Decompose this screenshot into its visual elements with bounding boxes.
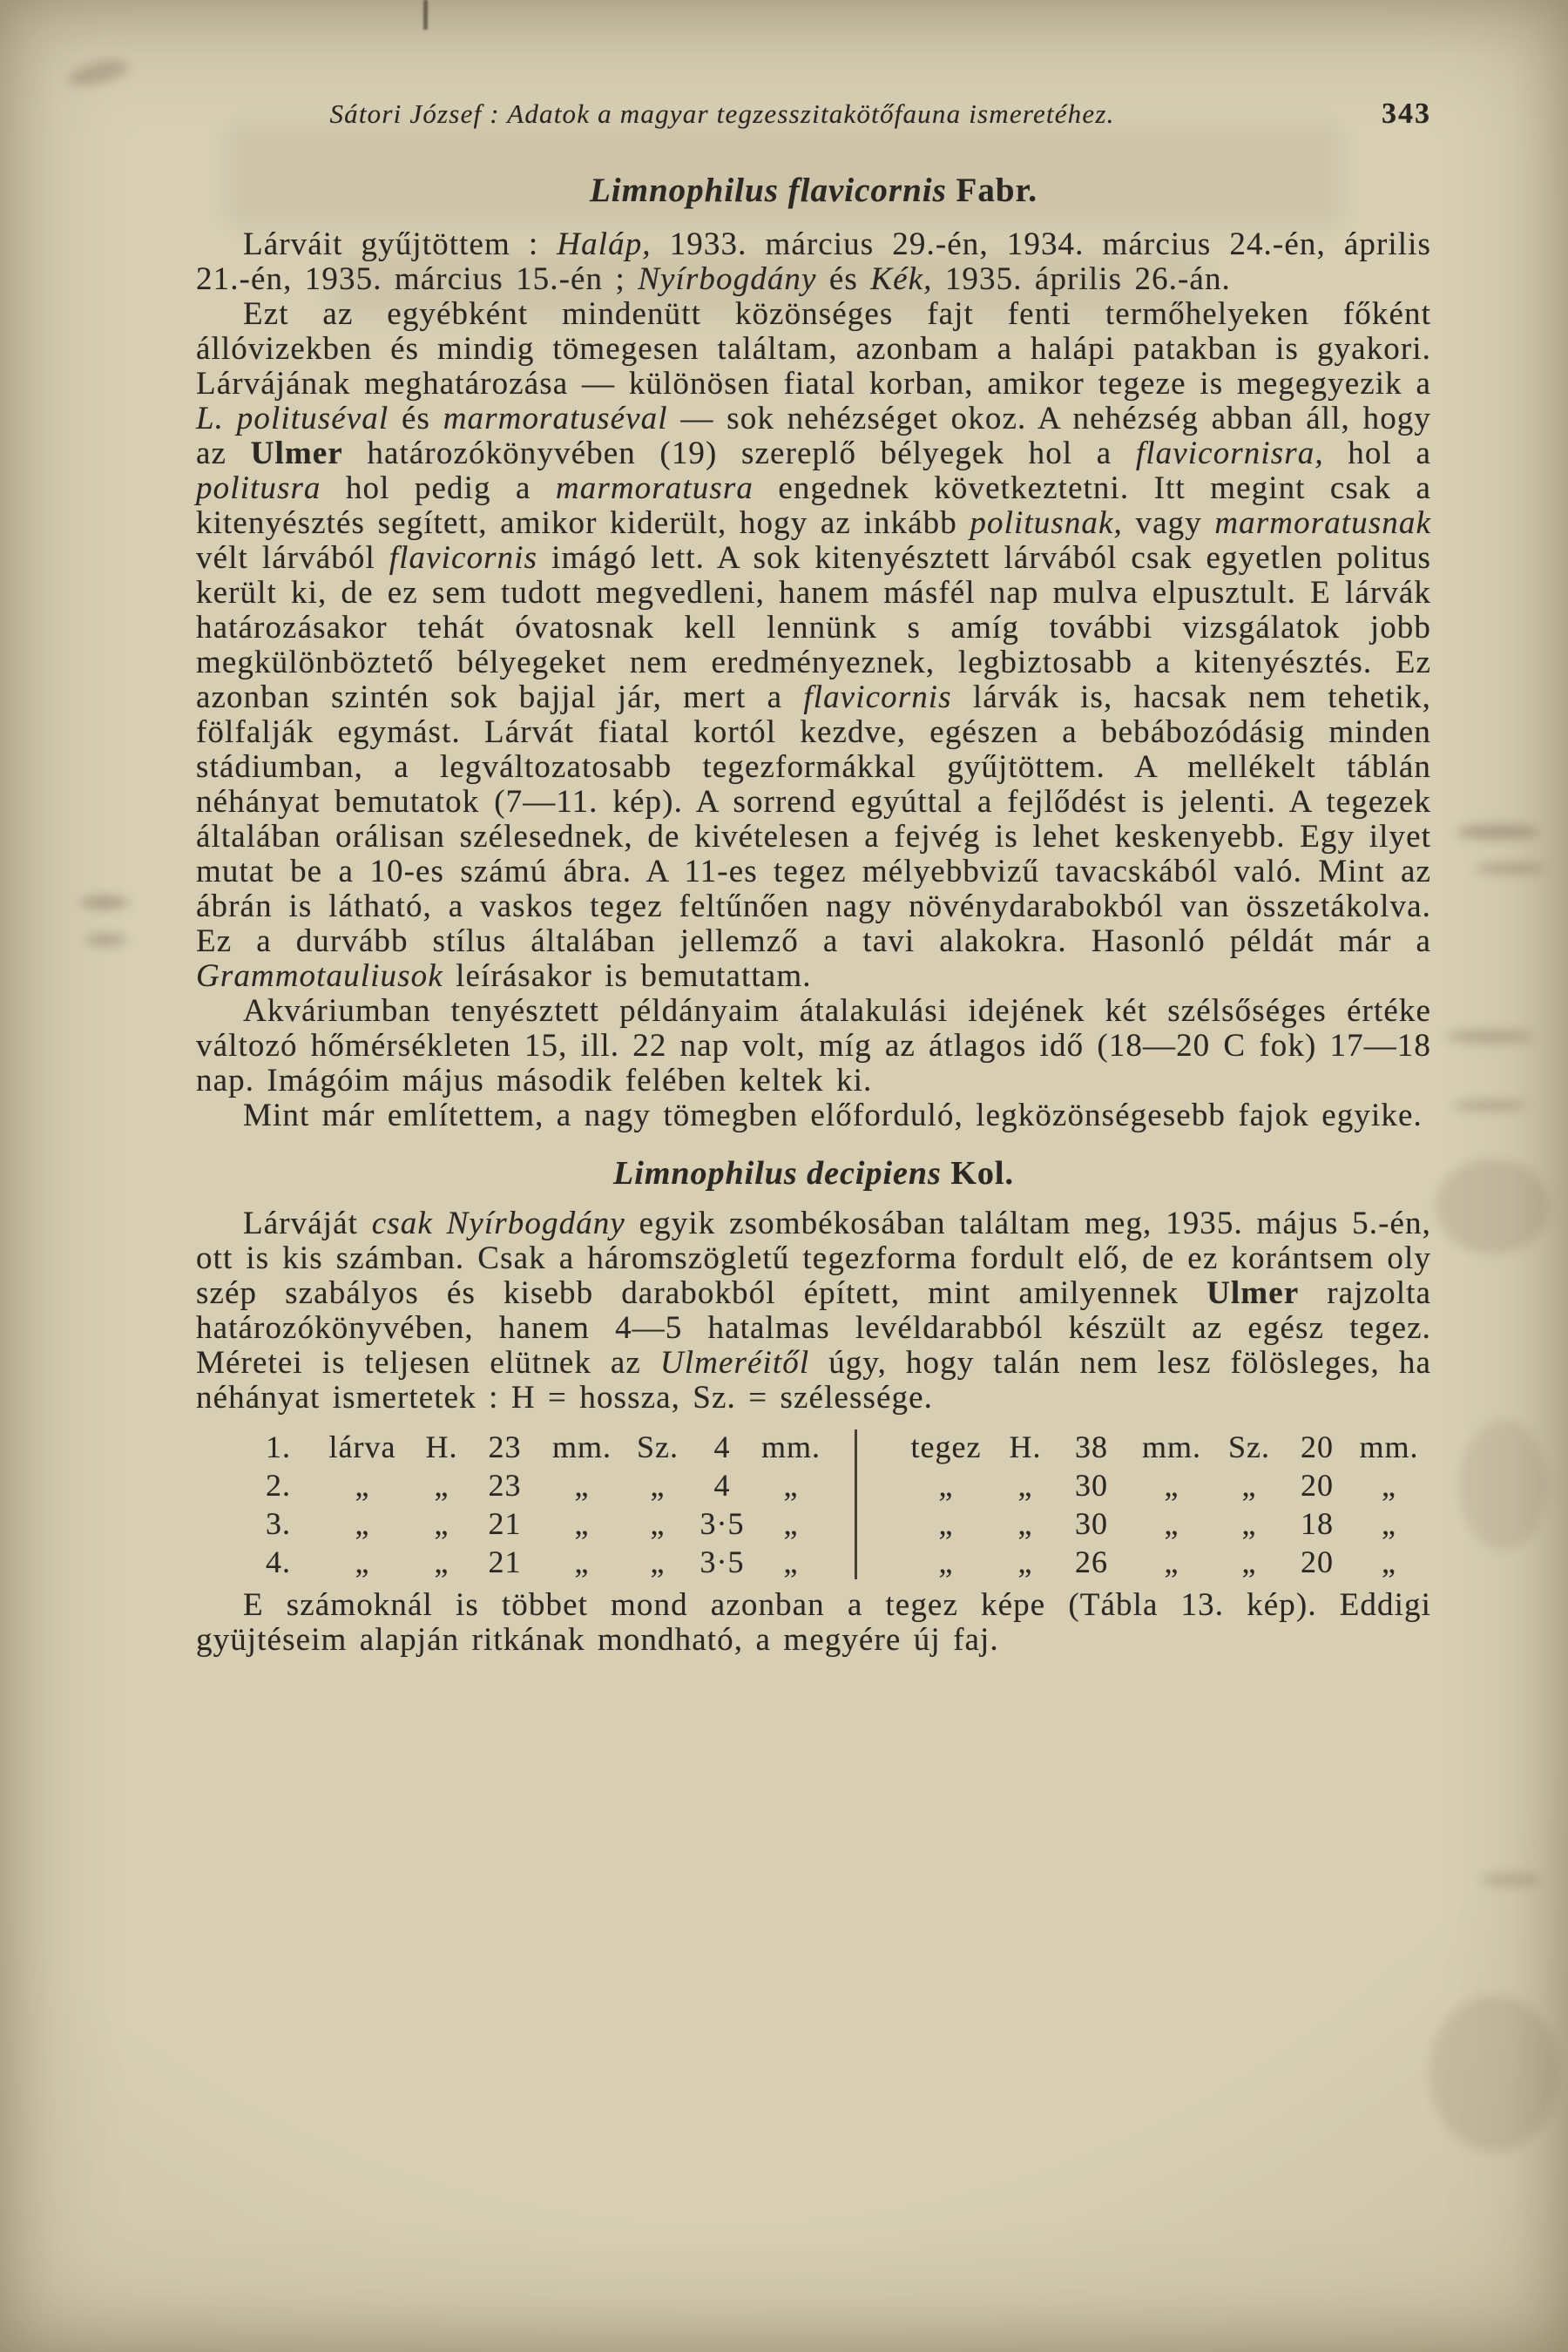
measure-cell: H. <box>425 1429 458 1464</box>
text-segment: hol a <box>1323 436 1431 471</box>
species-heading-flavicornis <box>196 171 1431 210</box>
measure-cell: „ <box>1382 1544 1396 1579</box>
text-segment: Mint már említettem, a nagy tömegben előforduló, legközönségesebb fajok egyike. <box>243 1098 1423 1133</box>
scan-smudge <box>85 934 127 946</box>
measure-row <box>897 1543 1426 1581</box>
text-segment: és <box>816 261 871 297</box>
measure-cell: „ <box>1164 1544 1179 1579</box>
measure-cell: „ <box>1164 1506 1179 1541</box>
paragraph-decipiens-description <box>196 1206 1431 1416</box>
measure-cell: „ <box>1017 1506 1033 1541</box>
text-segment: egyik zsombékosában találtam meg, 1935. május 5.-én, ott is kis számban. Csak a háromszögletű tegezforma fordult elő, de ez korántsem oly szép szabályos és kisebb darabokból épített, mint amilyennek <box>196 1206 1432 1311</box>
measure-cell: „ <box>1382 1468 1396 1503</box>
text-segment: vagy <box>1122 505 1215 541</box>
measure-row <box>266 1466 827 1504</box>
measure-cell: 30 <box>1075 1506 1108 1541</box>
measure-cell: 38 <box>1075 1429 1108 1464</box>
larva-measurements-body <box>266 1428 827 1581</box>
measure-cell: 23 <box>488 1429 522 1464</box>
scan-smudge <box>1436 1159 1549 1254</box>
measure-cell: „ <box>434 1468 449 1503</box>
measure-cell: 3. <box>266 1506 291 1541</box>
case-measurements-body <box>897 1428 1426 1581</box>
running-header <box>196 98 1431 131</box>
text-segment: engednek következtetni. Itt megint csak a kitenyésztés segített, amikor kiderült, hogy az inkább <box>196 470 1431 541</box>
case-measurements-table <box>897 1428 1426 1581</box>
measure-cell: H. <box>1009 1429 1042 1464</box>
text-segment: imágó lett. A sok kitenyésztett lárvából csak egyetlen politus került ki, de ez sem tudott megvedleni, hanem másfél nap mulva elpusztult. E lárvák határozásakor tehát óvatosnak kell lennünk s amíg további vizsgálatok jobb megkülönböztető bélyegeket nem eredményeznek, legbiztosabb a kitenyésztés. Ez azonban szintén sok bajjal jár, mert a <box>196 540 1431 715</box>
measure-cell: 20 <box>1301 1468 1334 1503</box>
scan-smudge <box>80 896 129 909</box>
measure-cell: mm. <box>551 1429 612 1464</box>
text-segment: Lárváját <box>243 1206 372 1241</box>
text-segment: 1933. március 29.-én, 1934. március 24.-én, április 21.-én, 1935. március 15.-én ; <box>196 226 1432 297</box>
measure-cell: lárva <box>328 1429 396 1464</box>
text-segment: Kék, <box>870 261 933 297</box>
scan-smudge <box>1481 1873 1542 1887</box>
measure-cell: 26 <box>1075 1544 1108 1579</box>
measure-cell: „ <box>650 1544 666 1579</box>
measure-cell: „ <box>650 1468 666 1503</box>
measure-cell: „ <box>1241 1468 1257 1503</box>
text-segment: rajzolta határozókönyvében, hanem 4—5 hatalmas levéldarabból készült az egész tegez. Méretei is teljesen elütnek az <box>196 1275 1431 1381</box>
measure-cell: 4 <box>713 1429 731 1464</box>
text-segment: csak Nyírbogdány <box>371 1206 625 1241</box>
measure-cell: 21 <box>488 1506 522 1541</box>
text-segment: és <box>389 401 443 436</box>
measure-cell: 30 <box>1075 1468 1108 1503</box>
text-segment: vélt lárvából <box>196 540 389 576</box>
text-segment: Ulmer <box>250 436 343 471</box>
measure-cell: „ <box>783 1544 799 1579</box>
species-heading-decipiens <box>196 1154 1431 1193</box>
text-segment: Nyírbogdány <box>638 261 817 297</box>
measure-cell: 23 <box>488 1468 522 1503</box>
text-segment: úgy, hogy talán nem lesz fölösleges, ha néhányat ismertetek : H = hossza, Sz. = szélessége. <box>196 1345 1431 1416</box>
text-segment: flavicornis <box>389 540 538 576</box>
measure-cell: 20 <box>1301 1544 1334 1579</box>
text-segment: 1935. április 26.-án. <box>932 261 1231 297</box>
measure-row <box>897 1504 1426 1543</box>
text-segment: marmoratusnak <box>1214 505 1431 541</box>
measure-cell: „ <box>1241 1544 1257 1579</box>
measure-cell: „ <box>783 1506 799 1541</box>
scan-smudge <box>1453 1099 1527 1112</box>
page-number: 343 <box>1382 98 1431 130</box>
text-segment: Akváriumban tenyésztett példányaim átalakulási idejének két szélsőséges értéke változó hőmérsékleten 15, ill. 22 nap volt, míg az átlagos idő (18—20 C fok) 17—18 nap. Imágóim május második felében keltek ki. <box>196 993 1431 1098</box>
text-segment: E számoknál is többet mond azonban a tegez képe (Tábla 13. kép). Eddigi gyüjtéseim alapján ritkának mondható, a megyére új faj. <box>196 1587 1431 1658</box>
paragraph-conclusion <box>196 1588 1431 1658</box>
scan-smudge <box>1456 824 1539 840</box>
measure-cell: „ <box>574 1468 590 1503</box>
measure-cell: 20 <box>1301 1429 1334 1464</box>
text-segment: flavicornis <box>803 679 952 715</box>
measure-cell: „ <box>938 1544 954 1579</box>
measurements-table <box>266 1428 1431 1581</box>
measure-cell: „ <box>355 1468 370 1503</box>
page-content <box>196 98 1431 1658</box>
text-segment: politusnak, <box>970 505 1123 541</box>
measure-cell: mm. <box>1141 1429 1201 1464</box>
table-divider <box>855 1429 857 1579</box>
measure-row <box>266 1504 827 1543</box>
text-segment: Haláp, <box>557 226 652 262</box>
scan-smudge <box>1446 1030 1533 1044</box>
measure-row <box>897 1428 1426 1466</box>
measure-cell: „ <box>1241 1506 1257 1541</box>
text-segment: Ezt az egyébként mindenütt közönséges fajt fenti termőhelyeken főként állóvizekben és mindig tömegesen találtam, azonbam a halápi patakban is gyakori. Lárvájának meghatározása — különösen fiatal korban, amikor tegeze is megegyezik a <box>196 296 1431 402</box>
measure-cell: „ <box>355 1506 370 1541</box>
measure-cell: Sz. <box>1228 1429 1270 1464</box>
text-segment: politusra <box>196 470 321 506</box>
text-segment: leírásakor is bemutattam. <box>443 958 812 994</box>
scan-smudge <box>1476 862 1545 875</box>
measure-cell: „ <box>434 1544 449 1579</box>
measure-cell: 18 <box>1301 1506 1334 1541</box>
measure-cell: tegez <box>910 1429 982 1464</box>
measure-cell: „ <box>1017 1468 1033 1503</box>
text-segment: L. polituséval <box>196 401 389 436</box>
measure-cell: „ <box>574 1506 590 1541</box>
text-segment: — sok nehézséget okoz. A nehézség abban áll, hogy az <box>196 401 1431 471</box>
text-segment: Ulmer <box>1206 1275 1300 1311</box>
measure-row <box>266 1543 827 1581</box>
measure-row <box>266 1428 827 1466</box>
scan-smudge <box>66 56 131 91</box>
text-segment: flavicornisra, <box>1135 436 1324 471</box>
text-segment: hol pedig a <box>321 470 556 506</box>
measure-cell: „ <box>574 1544 590 1579</box>
measure-cell: „ <box>1164 1468 1179 1503</box>
paragraph-abundance-note <box>196 1098 1431 1133</box>
measure-cell: 1. <box>266 1429 291 1464</box>
running-title: Sátori József : Adatok a magyar tegzesszitakötőfauna ismeretéhez. <box>329 98 1115 129</box>
text-segment: Kol. <box>941 1155 1014 1192</box>
measure-cell: 3·5 <box>700 1506 745 1541</box>
paragraph-collection-records <box>196 227 1431 297</box>
measure-cell: 2. <box>266 1468 291 1503</box>
paragraph-identification-discussion <box>196 297 1431 994</box>
text-segment: Lárváit gyűjtöttem : <box>243 226 558 262</box>
paragraph-rearing-times <box>196 994 1431 1098</box>
scan-smudge <box>1460 1420 1547 1551</box>
measure-cell: „ <box>1382 1506 1396 1541</box>
measure-cell: „ <box>938 1506 954 1541</box>
text-segment: Grammotauliusok <box>196 958 443 994</box>
text-segment: lárvák is, hacsak nem tehetik, fölfalják egymást. Lárvát fiatal kortól kezdve, egészen a bebábozódásig minden stádiumban, a legváltozatosabb tegezformákkal gyűjtöttem. A mellékelt táblán néhányat bemutatok (7—11. kép). A sorrend egyúttal a fejlődést is jelenti. A tegezek általában orálisan szélesednek, de kivételesen a fejvég is lehet keskenyebb. Egy ilyet mutat be a 10-es számú ábra. A 11-es tegez mélyebbvizű tavacskából való. Mint az ábrán is látható, a vaskos tegez feltűnően nagy növénydarabokból van összetákolva. Ez a durvább stílus általában jellemző a tavi alakokra. Hasonló példát már a <box>196 679 1431 959</box>
measure-row <box>897 1466 1426 1504</box>
measure-cell: 4 <box>713 1468 731 1503</box>
text-segment: marmoratuséval <box>443 401 668 436</box>
measure-cell: „ <box>650 1506 666 1541</box>
measure-cell: „ <box>1017 1544 1033 1579</box>
text-segment: határozókönyvében (19) szereplő bélyegek hol a <box>342 436 1136 471</box>
measure-cell: „ <box>783 1468 799 1503</box>
measure-cell: „ <box>938 1468 954 1503</box>
text-segment: Ulmeréitől <box>659 1345 810 1381</box>
larva-measurements-table <box>266 1428 827 1581</box>
text-segment: Limnophilus flavicornis <box>589 172 947 209</box>
measure-cell: mm. <box>760 1429 821 1464</box>
text-segment: Fabr. <box>946 172 1038 209</box>
measure-cell: Sz. <box>637 1429 679 1464</box>
measure-cell: 21 <box>488 1544 522 1579</box>
fold-mark <box>423 0 428 30</box>
measure-cell: mm. <box>1359 1429 1419 1464</box>
text-segment: Limnophilus decipiens <box>613 1155 942 1192</box>
text-segment: marmoratusra <box>555 470 754 506</box>
measure-cell: „ <box>434 1506 449 1541</box>
scan-smudge <box>1429 1995 1559 2152</box>
measure-cell: 3·5 <box>700 1544 745 1579</box>
measure-cell: 4. <box>266 1544 291 1579</box>
measure-cell: „ <box>355 1544 370 1579</box>
